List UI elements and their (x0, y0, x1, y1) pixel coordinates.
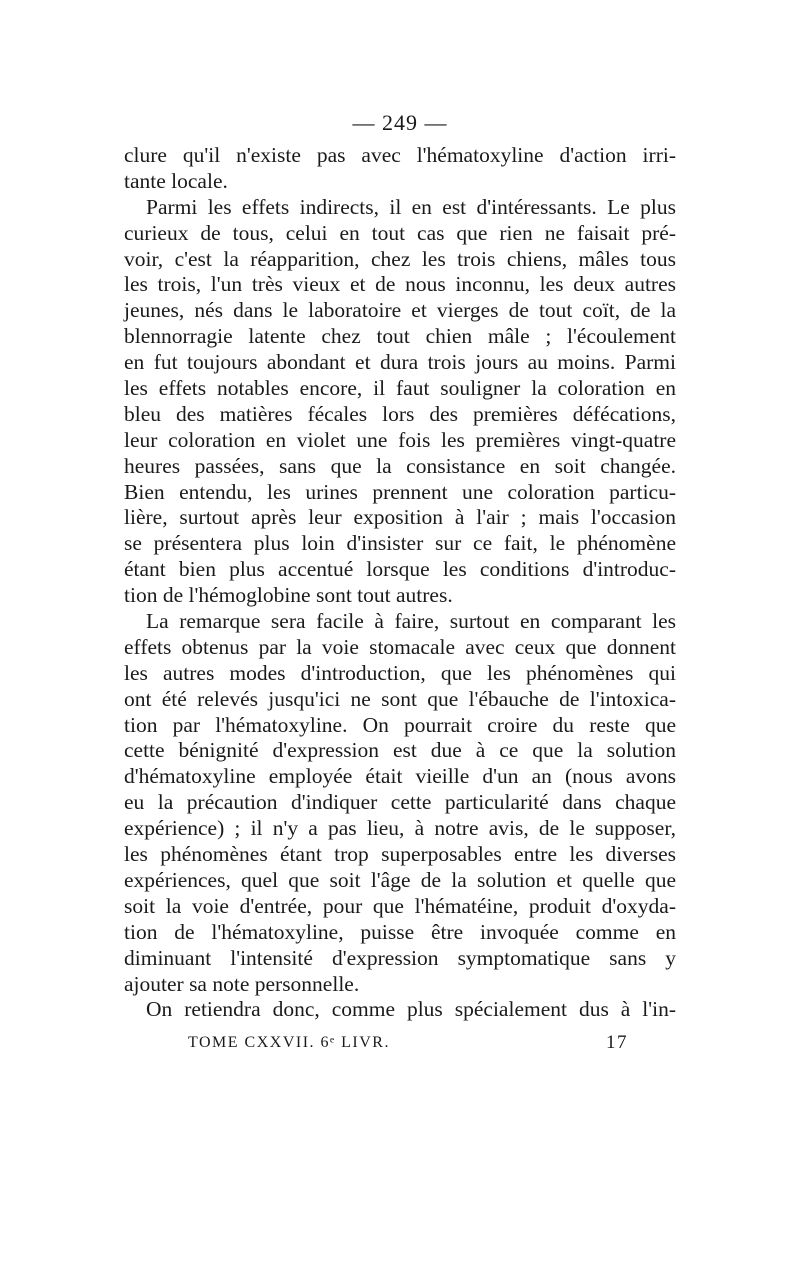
paragraph (124, 143, 676, 195)
text-line: les autres modes d'introduction, que les phénomènes qui (124, 660, 676, 685)
page-footer (188, 1034, 628, 1058)
text-line: blennorragie latente chez tout chien mâle ; l'écoulement (124, 324, 676, 349)
text-line: leur coloration en violet une fois les premières vingt-quatre (124, 427, 676, 452)
text-line: eu la précaution d'indiquer cette particularité dans chaque (124, 790, 676, 815)
text-line: tion de l'hémoglobine sont tout autres. (124, 583, 453, 608)
text-line: tion de l'hématoxyline, puisse être invoquée comme en (124, 919, 676, 944)
text-line: les phénomènes étant trop superposables entre les diverses (124, 842, 676, 867)
text-line: effets obtenus par la voie stomacale avec ceux que donnent (124, 634, 676, 659)
text-line: Parmi les effets indirects, il en est d'intéressants. Le plus (146, 194, 676, 219)
text-line: d'hématoxyline employée était vieille d'un an (nous avons (124, 764, 676, 789)
text-line: curieux de tous, celui en tout cas que rien ne faisait pré- (124, 220, 676, 245)
text-line: se présentera plus loin d'insister sur ce fait, le phénomène (124, 531, 676, 556)
footer-volume-info: TOME CXXVII. 6ᵉ LIVR. (188, 1034, 390, 1051)
text-line: heures passées, sans que la consistance en soit changée. (124, 453, 676, 478)
text-line: bleu des matières fécales lors des premières défécations, (124, 401, 676, 426)
text-line: tion par l'hématoxyline. On pourrait croire du reste que (124, 712, 676, 737)
text-line: voir, c'est la réapparition, chez les trois chiens, mâles tous (124, 246, 676, 271)
text-line: soit la voie d'entrée, pour que l'hématéine, produit d'oxyda- (124, 893, 676, 918)
footer-signature-mark: 17 (606, 1032, 628, 1053)
body-text (124, 143, 676, 1023)
text-line: jeunes, nés dans le laboratoire et vierges de tout coït, de la (124, 298, 676, 323)
paragraph (124, 195, 676, 609)
text-line: lière, surtout après leur exposition à l'air ; mais l'occasion (124, 505, 676, 530)
text-line: ajouter sa note personnelle. (124, 971, 360, 996)
text-line: étant bien plus accentué lorsque les conditions d'introduc- (124, 557, 676, 582)
text-line: On retiendra donc, comme plus spécialement dus à l'in- (146, 997, 676, 1022)
text-line: expériences, quel que soit l'âge de la solution et quelle que (124, 867, 676, 892)
text-line: en fut toujours abondant et dura trois jours au moins. Parmi (124, 350, 676, 375)
text-line: La remarque sera facile à faire, surtout en comparant les (146, 609, 676, 634)
text-line: les effets notables encore, il faut souligner la coloration en (124, 376, 676, 401)
text-line: expérience) ; il n'y a pas lieu, à notre avis, de le supposer, (124, 816, 676, 841)
text-line: clure qu'il n'existe pas avec l'hématoxyline d'action irri- (124, 143, 676, 167)
paragraph (124, 997, 676, 1023)
text-line: Bien entendu, les urines prennent une coloration particu- (124, 479, 676, 504)
page-number: — 249 — (352, 110, 448, 135)
paragraph (124, 609, 676, 997)
text-line: diminuant l'intensité d'expression symptomatique sans y (124, 945, 676, 970)
text-line: les trois, l'un très vieux et de nous inconnu, les deux autres (124, 272, 676, 297)
text-line: ont été relevés jusqu'ici ne sont que l'ébauche de l'intoxica- (124, 686, 676, 711)
text-line: cette bénignité d'expression est due à ce que la solution (124, 738, 676, 763)
text-line: tante locale. (124, 168, 228, 193)
